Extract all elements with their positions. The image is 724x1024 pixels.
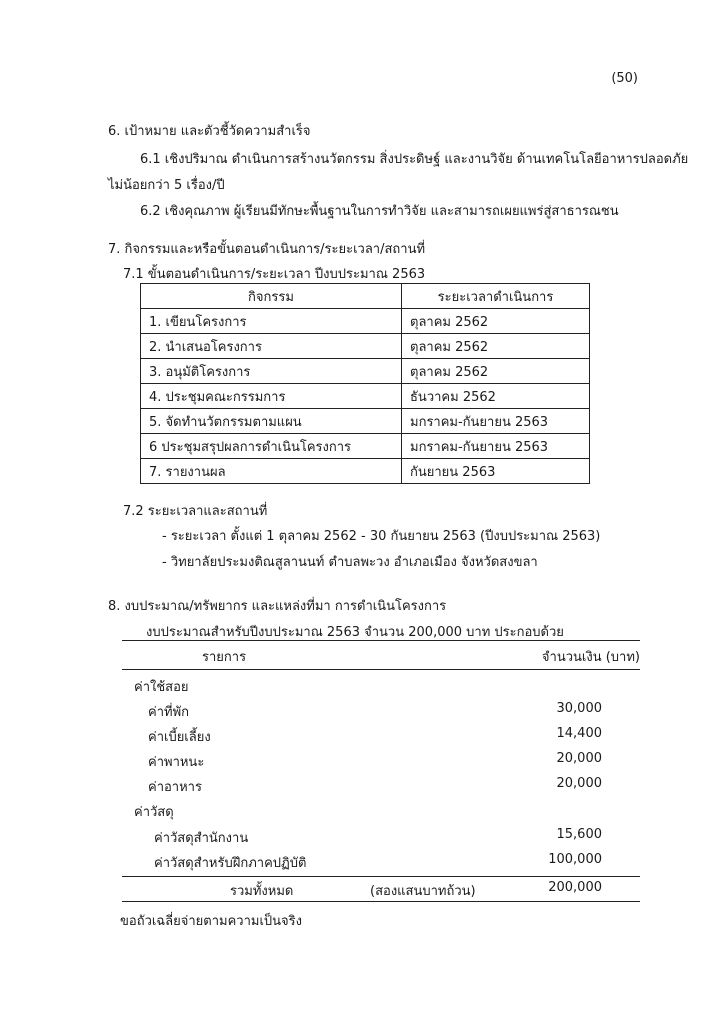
budget-item-label: ค่าอาหาร bbox=[148, 780, 202, 795]
duration-cell: กันยายน 2563 bbox=[402, 459, 590, 484]
budget-row bbox=[122, 701, 640, 723]
activity-cell: 4. ประชุมคณะกรรมการ bbox=[141, 384, 402, 409]
duration-cell: ธันวาคม 2562 bbox=[402, 384, 590, 409]
activity-cell: 2. นำเสนอโครงการ bbox=[141, 334, 402, 359]
section6-item2: 6.2 เชิงคุณภาพ ผู้เรียนมีทักษะพื้นฐานในการทำวิจัย และสามารถเผยแพร่สู่สาธารณชน bbox=[140, 204, 619, 219]
activity-cell: 7. รายงานผล bbox=[141, 459, 402, 484]
table-row bbox=[141, 359, 590, 384]
budget-row bbox=[122, 751, 640, 773]
table-row bbox=[141, 434, 590, 459]
budget-total-row bbox=[122, 880, 640, 902]
table-header-duration: ระยะเวลาดำเนินการ bbox=[402, 284, 590, 309]
budget-item-amount: 14,400 bbox=[556, 726, 602, 741]
section8-intro: งบประมาณสำหรับปีงบประมาณ 2563 จำนวน 200,000 บาท ประกอบด้วย bbox=[146, 625, 564, 640]
duration-cell: มกราคม-กันยายน 2563 bbox=[402, 409, 590, 434]
budget-row bbox=[122, 776, 640, 798]
activity-cell: 5. จัดทำนวัตกรรมตามแผน bbox=[141, 409, 402, 434]
section7-bullet-duration: - ระยะเวลา ตั้งแต่ 1 ตุลาคม 2562 - 30 กันยายน 2563 (ปีงบประมาณ 2563) bbox=[162, 529, 601, 544]
activity-cell: 6 ประชุมสรุปผลการดำเนินโครงการ bbox=[141, 434, 402, 459]
section7-bullet-location: - วิทยาลัยประมงติณสูลานนท์ ตำบลพะวง อำเภอเมือง จังหวัดสงขลา bbox=[162, 555, 538, 570]
section6-item1-line2: ไม่น้อยกว่า 5 เรื่อง/ปี bbox=[108, 178, 225, 193]
budget-top-rule bbox=[122, 640, 640, 641]
budget-header-amount: จำนวนเงิน (บาท) bbox=[541, 650, 640, 665]
section7-heading: 7. กิจกรรมและหรือขั้นตอนดำเนินการ/ระยะเวลา/สถานที่ bbox=[108, 242, 426, 257]
duration-cell: ตุลาคม 2562 bbox=[402, 334, 590, 359]
duration-cell: มกราคม-กันยายน 2563 bbox=[402, 434, 590, 459]
table-row bbox=[141, 334, 590, 359]
budget-header-item: รายการ bbox=[202, 650, 247, 665]
duration-cell: ตุลาคม 2562 bbox=[402, 359, 590, 384]
table-row bbox=[141, 384, 590, 409]
table-row bbox=[141, 409, 590, 434]
section6-heading: 6. เป้าหมาย และตัวชี้วัดความสำเร็จ bbox=[108, 124, 311, 139]
section7-sub1: 7.1 ขั้นตอนดำเนินการ/ระยะเวลา ปีงบประมาณ 2563 bbox=[123, 267, 426, 282]
budget-item-amount: 30,000 bbox=[556, 701, 602, 716]
schedule-table bbox=[140, 283, 590, 484]
activity-cell: 1. เขียนโครงการ bbox=[141, 309, 402, 334]
budget-header-row bbox=[122, 646, 640, 668]
budget-total-label: รวมทั้งหมด bbox=[230, 884, 294, 899]
budget-group-materials bbox=[122, 801, 640, 823]
budget-total-rule bbox=[122, 876, 640, 877]
budget-row bbox=[122, 726, 640, 748]
page-number: (50) bbox=[611, 71, 638, 86]
budget-total-amount: 200,000 bbox=[548, 880, 602, 895]
table-header-row bbox=[141, 284, 590, 309]
budget-item-amount: 15,600 bbox=[556, 827, 602, 842]
budget-item-label: ค่าเบี้ยเลี้ยง bbox=[148, 730, 211, 745]
budget-item-amount: 20,000 bbox=[556, 776, 602, 791]
budget-item-label: ค่าพาหนะ bbox=[148, 755, 205, 770]
budget-group-label: ค่าใช้สอย bbox=[134, 680, 189, 695]
budget-item-amount: 100,000 bbox=[548, 852, 602, 867]
budget-note: ขอถัวเฉลี่ยจ่ายตามความเป็นจริง bbox=[120, 914, 302, 929]
section8-heading: 8. งบประมาณ/ทรัพยากร และแหล่งที่มา การดำเนินโครงการ bbox=[108, 599, 447, 614]
budget-bottom-rule bbox=[122, 901, 640, 902]
section6-item1-line1: 6.1 เชิงปริมาณ ดำเนินการสร้างนวัตกรรม สิ่งประดิษฐ์ และงานวิจัย ด้านเทคโนโลยีอาหารปลอดภัย bbox=[140, 152, 689, 167]
budget-item-amount: 20,000 bbox=[556, 751, 602, 766]
table-row bbox=[141, 459, 590, 484]
table-row bbox=[141, 309, 590, 334]
budget-item-label: ค่าที่พัก bbox=[148, 705, 190, 720]
budget-group-expenses bbox=[122, 676, 640, 698]
budget-header-rule bbox=[122, 669, 640, 670]
budget-group-label: ค่าวัสดุ bbox=[134, 805, 174, 820]
budget-item-label: ค่าวัสดุสำหรับฝึกภาคปฏิบัติ bbox=[154, 856, 307, 871]
activity-cell: 3. อนุมัติโครงการ bbox=[141, 359, 402, 384]
budget-row bbox=[122, 827, 640, 849]
table-header-activity: กิจกรรม bbox=[141, 284, 402, 309]
duration-cell: ตุลาคม 2562 bbox=[402, 309, 590, 334]
budget-item-label: ค่าวัสดุสำนักงาน bbox=[154, 831, 249, 846]
section7-sub2: 7.2 ระยะเวลาและสถานที่ bbox=[123, 504, 268, 519]
budget-total-words: (สองแสนบาทถ้วน) bbox=[370, 884, 476, 899]
budget-row bbox=[122, 852, 640, 874]
